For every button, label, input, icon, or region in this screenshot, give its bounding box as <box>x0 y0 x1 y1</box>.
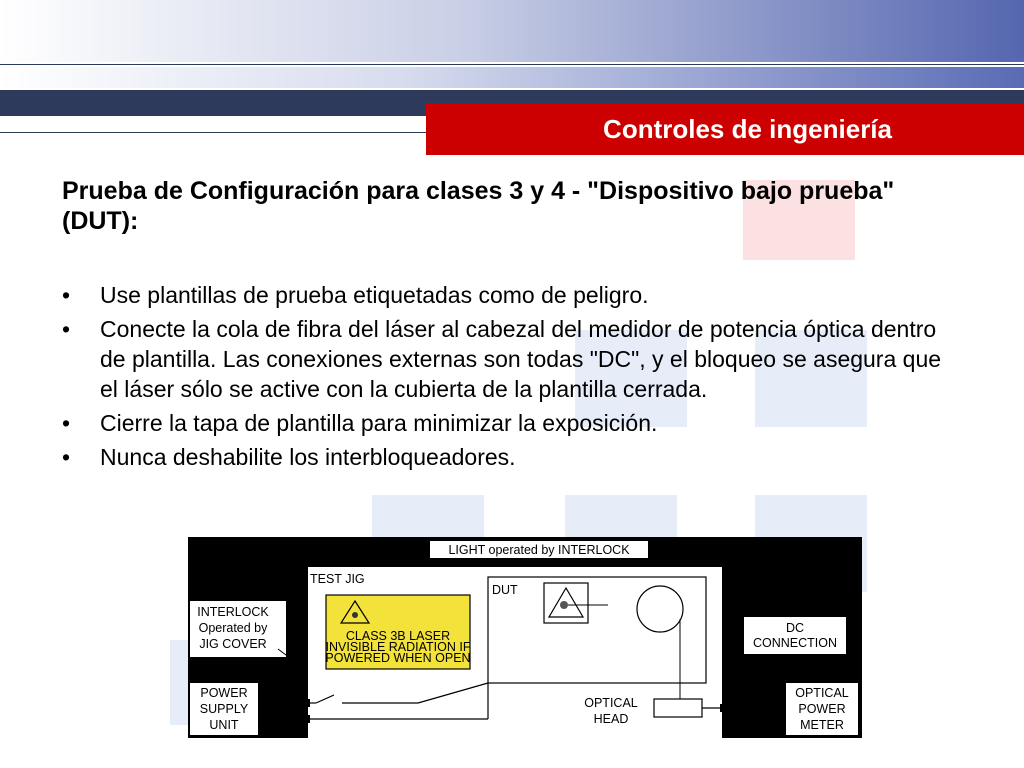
meter-line-3: METER <box>800 718 844 732</box>
optical-head-line-2: HEAD <box>593 712 629 726</box>
bullet-item <box>62 280 962 310</box>
bullet-text: Nunca deshabilite los interbloqueadores. <box>100 444 516 470</box>
light-label: LIGHT operated by INTERLOCK <box>448 543 630 557</box>
header-thin-rule <box>0 132 430 133</box>
bullet-item <box>62 408 962 438</box>
dut-label: DUT <box>492 583 518 597</box>
optical-head-line-1: OPTICAL <box>584 696 638 710</box>
power-supply-line-1: POWER <box>200 686 248 700</box>
bullet-item <box>62 314 962 404</box>
slide-heading: Prueba de Configuración para clases 3 y 4 - "Dispositivo bajo prueba" (DUT): <box>62 177 895 235</box>
laser-starburst-icon <box>560 601 568 609</box>
dc-line-2: CONNECTION <box>752 636 838 650</box>
connector-left-top <box>304 699 310 707</box>
connector-left-bottom <box>304 715 310 723</box>
bullet-text: Conecte la cola de fibra del láser al cabezal del medidor de potencia óptica dentro de plantilla. Las conexiones externas son todas "DC", y el bloqueo se asegura que el láser sólo se active con la cubierta de la plantilla cerrada. <box>100 316 942 402</box>
bullet-text: Use plantillas de prueba etiquetadas como de peligro. <box>100 282 649 308</box>
bullet-text: Cierre la tapa de plantilla para minimizar la exposición. <box>100 410 658 436</box>
warning-line-3: POWERED WHEN OPEN <box>325 651 471 665</box>
test-jig-label: TEST JIG <box>310 572 365 586</box>
bullet-item <box>62 442 962 472</box>
test-jig-diagram <box>188 537 862 738</box>
interlock-line-2: Operated by <box>198 621 268 635</box>
interlock-line-1: INTERLOCK <box>197 605 269 619</box>
slide-title: Controles de ingeniería <box>603 113 892 144</box>
dc-line-1: DC <box>785 621 805 635</box>
dut-box <box>488 577 706 683</box>
bullet-list <box>62 280 962 476</box>
header-gradient-band <box>0 0 1024 62</box>
power-supply-line-3: UNIT <box>209 718 239 732</box>
meter-line-1: OPTICAL <box>795 686 849 700</box>
interlock-line-3: JIG COVER <box>199 637 267 651</box>
header-rule <box>0 64 1024 65</box>
bullet-symbol: • <box>62 316 71 342</box>
power-supply-line-2: SUPPLY <box>199 702 249 716</box>
warning-line-1: CLASS 3B LASER <box>345 629 451 643</box>
bullet-symbol: • <box>62 410 71 436</box>
bullet-symbol: • <box>62 444 71 470</box>
bullet-symbol: • <box>62 282 71 308</box>
optical-head-box <box>654 699 702 717</box>
meter-line-2: POWER <box>798 702 846 716</box>
warning-line-2: INVISIBLE RADIATION IF <box>325 640 471 654</box>
warning-starburst-icon <box>352 612 358 618</box>
connector-right <box>720 704 726 712</box>
header-strip <box>0 67 1024 88</box>
slide-title-bar <box>426 103 1024 155</box>
